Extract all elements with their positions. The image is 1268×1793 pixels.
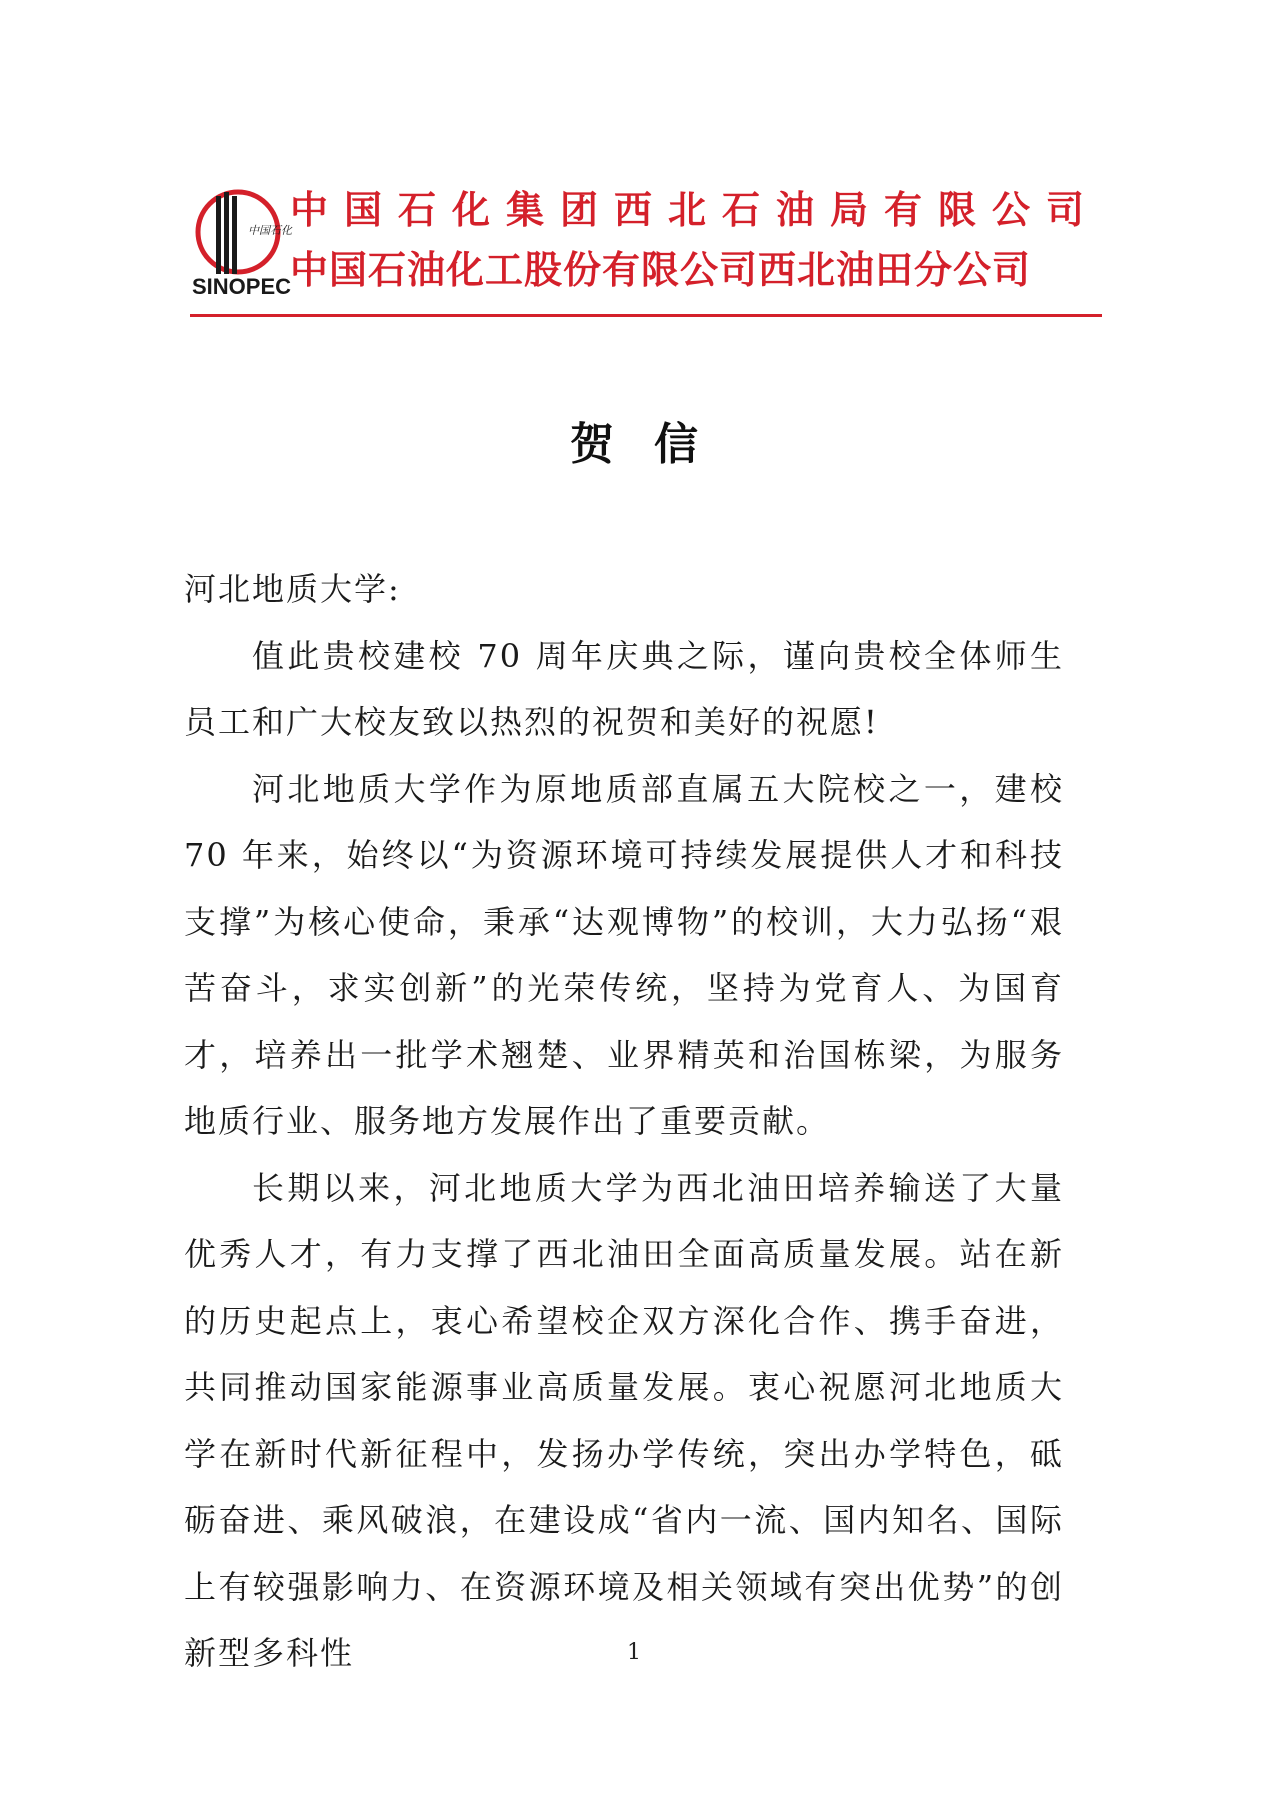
document-title: 贺信 [570, 419, 738, 470]
page-number: 1 [627, 1640, 641, 1665]
paragraph-1: 值此贵校建校 70 周年庆典之际，谨向贵校全体师生员工和广大校友致以热烈的祝贺和美好的祝愿! [184, 636, 1064, 741]
company-name-line-2: 中国石油化工股份有限公司西北油田分公司 [290, 247, 1032, 292]
paragraph-2: 河北地质大学作为原地质部直属五大院校之一，建校 70 年来，始终以“为资源环境可持续发展提供人才和科技支撑”为核心使命，秉承“达观博物”的校训，大力弘扬“艰苦奋斗，求实创新”的光荣传统，坚持为党育人、为国育才，培养出一批学术翘楚、业界精英和治国栋梁，为服务地质行业、服务地方发展作出了重要贡献。 [184, 769, 1064, 1140]
svg-text:中国石化: 中国石化 [248, 225, 292, 237]
sinopec-logo-icon [190, 182, 292, 300]
letter-body [184, 556, 1064, 1687]
letterhead-divider [190, 314, 1102, 317]
company-name-line-1: 中国石化集团西北石油局有限公司 [290, 187, 1101, 232]
salutation: 河北地质大学: [184, 570, 401, 608]
paragraph-3: 长期以来，河北地质大学为西北油田培养输送了大量优秀人才，有力支撑了西北油田全面高质量发展。站在新的历史起点上，衷心希望校企双方深化合作、携手奋进，共同推动国家能源事业高质量发展。衷心祝愿河北地质大学在新时代新征程中，发扬办学传统，突出办学特色，砥砺奋进、乘风破浪，在建设成“省内一流、国内知名、国际上有较强影响力、在资源环境及相关领域有突出优势”的创新型多科性 [184, 1168, 1064, 1672]
letterhead [190, 170, 1100, 320]
svg-text:SINOPEC: SINOPEC [192, 274, 292, 299]
